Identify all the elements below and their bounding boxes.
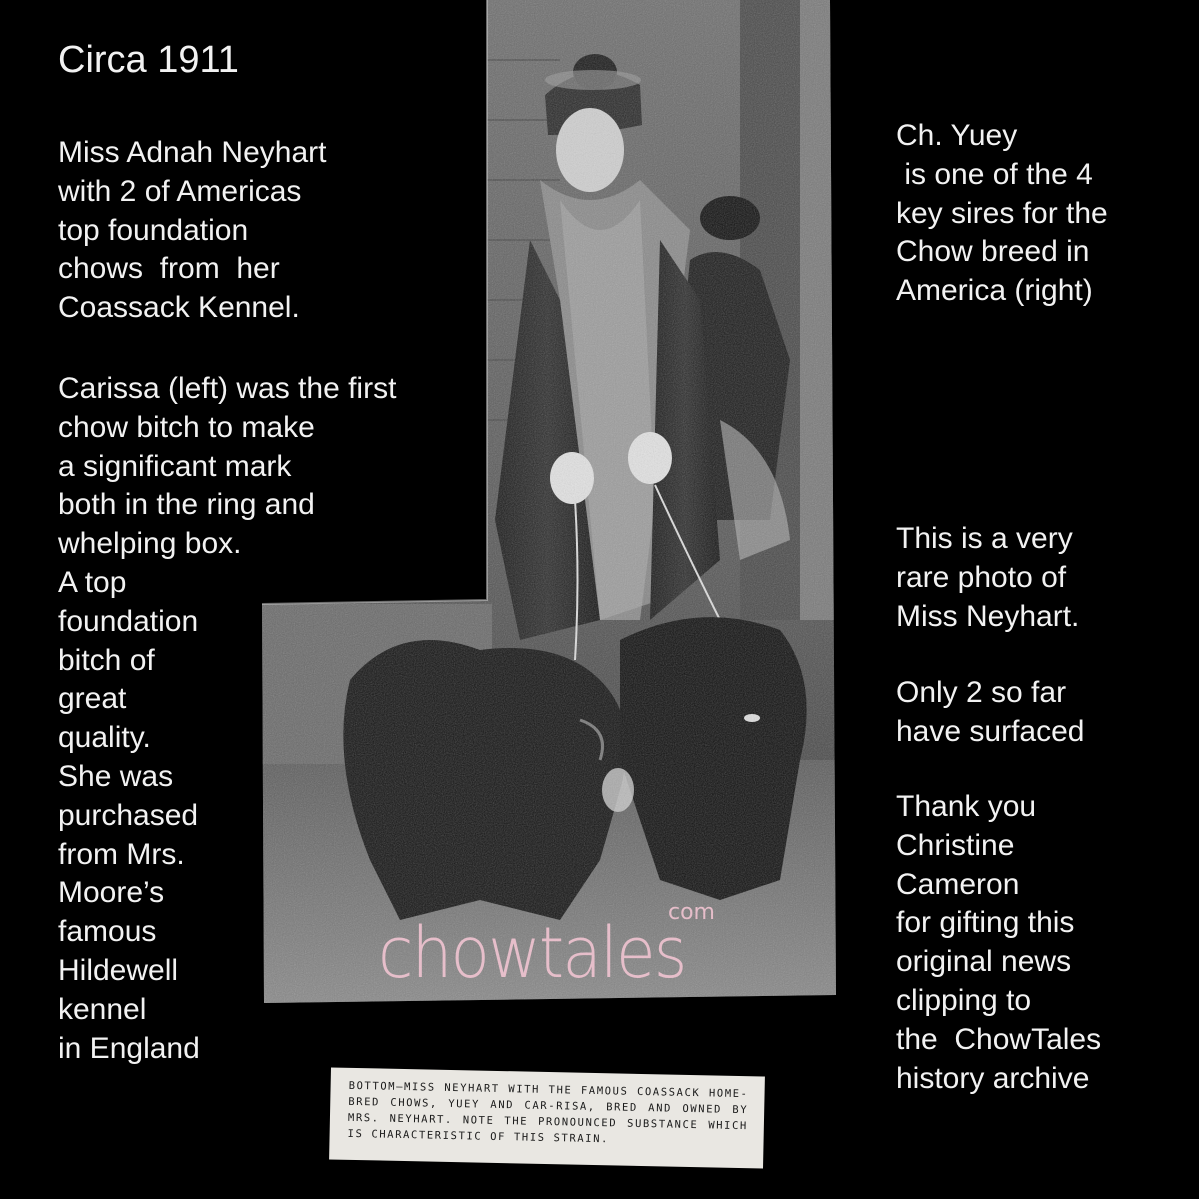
- rare-photo-paragraph: This is a very rare photo of Miss Neyhart.: [896, 522, 1080, 633]
- newspaper-caption: [329, 1067, 765, 1168]
- yuey-paragraph: Ch. Yuey is one of the 4 key sires for the Chow breed in America (right): [896, 119, 1108, 308]
- watermark-suffix: com: [668, 900, 715, 925]
- page-title: Circa 1911: [58, 39, 239, 81]
- thanks-paragraph: Thank you Christine Cameron for gifting this original news clipping to the ChowTales history archive: [896, 790, 1102, 1095]
- carissa-paragraph: Carissa (left) was the first chow bitch to make a significant mark both in the ring and whelping box. A top foundation bitch of great quality. She was purchased from Mrs. Moore’s famous Hildewell kennel in England: [58, 372, 397, 1065]
- caption-text: BOTTOM—MISS NEYHART WITH THE FAMOUS COASSACK HOME-BRED CHOWS, YUEY AND CAR-RISA, BRED AND OWNED BY MRS. NEYHART. NOTE THE PRONOUNCED SUBSTANCE WHICH IS CHARACTERISTIC OF THIS STRAIN.: [347, 1079, 749, 1146]
- chowtales-watermark: chowtales: [378, 912, 686, 994]
- surfaced-paragraph: Only 2 so far have surfaced: [896, 676, 1085, 748]
- intro-paragraph: Miss Adnah Neyhart with 2 of Americas top foundation chows from her Coassack Kennel.: [58, 136, 327, 325]
